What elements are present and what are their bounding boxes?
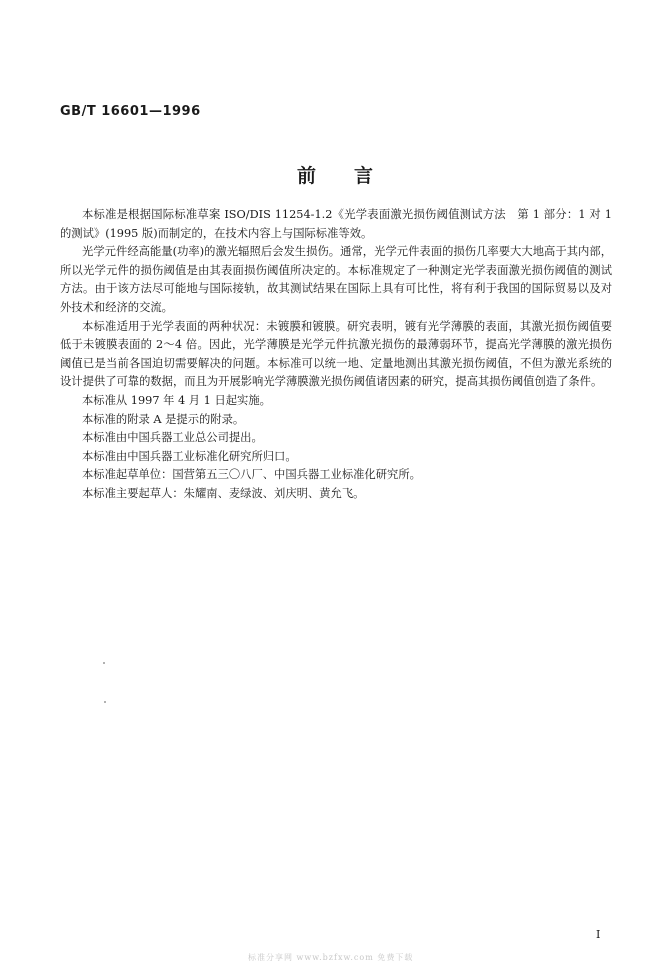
scan-speck — [103, 662, 105, 664]
scan-speck — [104, 701, 106, 703]
paragraph: 本标准起草单位：国营第五三〇八厂、中国兵器工业标准化研究所。 — [82, 468, 421, 482]
paragraph: 本标准由中国兵器工业总公司提出。 — [82, 431, 263, 445]
paragraph: 光学元件经高能量(功率)的激光辐照后会发生损伤。通常，光学元件表面的损伤几率要大大地高于其内部，所以光学元件的损伤阈值是由其表面损伤阈值所决定的。本标准规定了一种测定光学表面激光损伤阈值的测试方法。由于该方法尽可能地与国际接轨，故其测试结果在国际上具有可比性，将有利于我国的国际贸易以及对外技术和经济的交流。 — [60, 245, 612, 314]
foreword-body — [60, 206, 612, 504]
paragraph: 本标准适用于光学表面的两种状况：未镀膜和镀膜。研究表明，镀有光学薄膜的表面，其激光损伤阈值要低于未镀膜表面的 2～4 倍。因此，光学薄膜是光学元件抗激光损伤的最薄弱环节，提高光学薄膜的激光损伤阈值已是当前各国迫切需要解决的问题。本标准可以统一地、定量地测出其激光损伤阈值，不但为激光系统的设计提供了可靠的数据，而且为开展影响光学薄膜激光损伤阈值诸因素的研究，提高其损伤阈值创造了条件。 — [60, 319, 612, 389]
paragraph: 本标准主要起草人：朱耀南、麦绿波、刘庆明、黄允飞。 — [82, 486, 365, 500]
footer-watermark: 标准分享网 www.bzfxw.com 免费下载 — [248, 953, 414, 962]
standard-code: GB/T 16601—1996 — [60, 104, 201, 119]
paragraph: 本标准是根据国际标准草案 ISO/DIS 11254-1.2《光学表面激光损伤阈值测试方法 第 1 部分：1 对 1 的测试》(1995 版)而制定的，在技术内容上与国际标准等效。 — [60, 208, 612, 240]
paragraph: 本标准由中国兵器工业标准化研究所归口。 — [82, 449, 297, 463]
page-number: I — [596, 928, 601, 941]
paragraph: 本标准从 1997 年 4 月 1 日起实施。 — [82, 393, 271, 407]
paragraph: 本标准的附录 A 是提示的附录。 — [82, 412, 245, 426]
page-title: 前言 — [296, 165, 411, 187]
